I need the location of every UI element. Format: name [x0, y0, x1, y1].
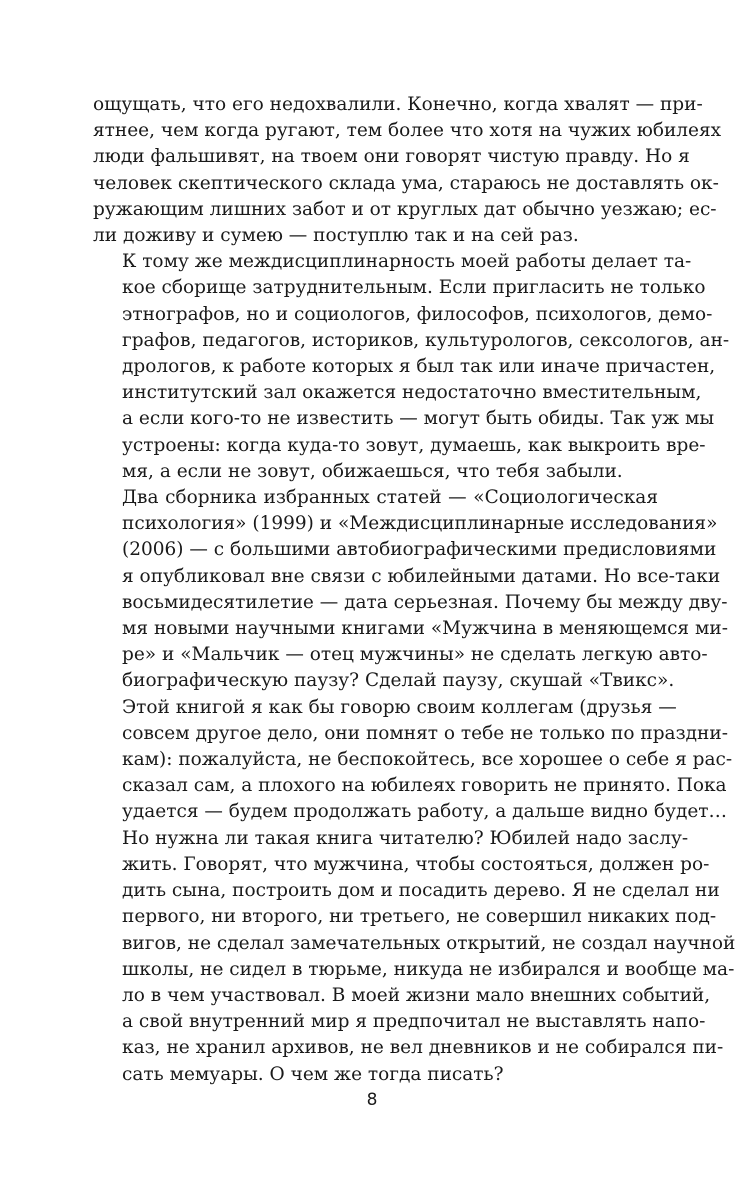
text-line: вигов, не сделал замечательных открытий, не создал научной — [122, 932, 736, 954]
text-line: Два сборника избранных статей — «Социологическая — [122, 487, 658, 509]
text-line: восьмидесятилетие — дата серьезная. Почему бы между дву- — [122, 591, 728, 613]
text-line: сать мемуары. О чем же тогда писать? — [122, 1063, 504, 1085]
text-line: а если кого-то не известить — могут быть обиды. Так уж мы — [122, 408, 715, 430]
text-line: совсем другое дело, они помнят о тебе не только по праздни- — [122, 722, 728, 744]
text-line: дить сына, построить дом и посадить дерево. Я не сделал ни — [122, 880, 720, 902]
text-line: ружающим лишних забот и от круглых дат обычно уезжаю; ес- — [93, 198, 717, 220]
text-line: школы, не сидел в тюрьме, никуда не избирался и вообще ма- — [122, 958, 735, 980]
text-line: удается — будем продолжать работу, а дальше видно будет… — [122, 801, 728, 823]
text-line: ощущать, что его недохвалили. Конечно, когда хвалят — при- — [93, 94, 703, 115]
text-line: дрологов, к работе которых я был так или иначе причастен, — [122, 356, 716, 378]
text-line: мя новыми научными книгами «Мужчина в меняющемся ми- — [122, 618, 728, 640]
text-line: кое сборище затруднительным. Если пригласить не только — [122, 277, 706, 299]
text-line: Этой книгой я как бы говорю своим коллегам (друзья — — [122, 696, 677, 718]
text-line: жить. Говорят, что мужчина, чтобы состояться, должен ро- — [122, 853, 710, 875]
paragraph — [93, 249, 730, 485]
text-line: ло в чем участвовал. В моей жизни мало внешних событий, — [122, 984, 711, 1006]
paragraph — [93, 485, 728, 695]
text-line: К тому же междисциплинарность моей работы делает та- — [122, 251, 692, 273]
page-body — [93, 92, 736, 1088]
text-line: устроены: когда куда-то зовут, думаешь, как выкроить вре- — [122, 434, 706, 456]
text-line: первого, ни второго, ни третьего, не совершил никаких под- — [122, 906, 717, 928]
text-line: графов, педагогов, историков, культурологов, сексологов, ан- — [122, 329, 730, 351]
paragraph — [93, 92, 722, 249]
text-line: человек скептического склада ума, стараюсь не доставлять ок- — [93, 172, 719, 194]
text-line: сказал сам, а плохого на юбилеях говорить не принято. Пока — [122, 775, 727, 797]
text-line: биографическую паузу? Сделай паузу, скушай «Твикс». — [122, 670, 675, 692]
text-line: институтский зал окажется недостаточно вместительным, — [122, 382, 702, 404]
text-line: ре» и «Мальчик — отец мужчины» не сделать легкую авто- — [122, 644, 708, 666]
text-line: каз, не хранил архивов, не вел дневников и не собирался пи- — [122, 1037, 724, 1059]
text-line: ятнее, чем когда ругают, тем более что хотя на чужих юбилеях — [93, 120, 722, 142]
text-line: (2006) — с большими автобиографическими предисловиями — [122, 539, 717, 561]
page-number: 8 — [366, 1090, 378, 1110]
text-line: кам): пожалуйста, не беспокойтесь, все хорошее о себе я рас- — [122, 749, 733, 771]
text-line: люди фальшивят, на твоем они говорят чистую правду. Но я — [93, 146, 690, 168]
text-line: я опубликовал вне связи с юбилейными датами. Но все-таки — [122, 565, 721, 587]
paragraph — [93, 826, 736, 1088]
text-line: психология» (1999) и «Междисциплинарные исследования» — [122, 513, 718, 535]
text-line: ли доживу и сумею — поступлю так и на сей раз. — [93, 225, 579, 247]
paragraph — [93, 695, 733, 826]
text-line: мя, а если не зовут, обижаешься, что тебя забыли. — [122, 460, 623, 482]
text-line: а свой внутренний мир я предпочитал не выставлять напо- — [122, 1011, 706, 1033]
text-line: этнографов, но и социологов, философов, психологов, демо- — [122, 303, 713, 325]
text-line: Но нужна ли такая книга читателю? Юбилей надо заслу- — [122, 827, 689, 849]
